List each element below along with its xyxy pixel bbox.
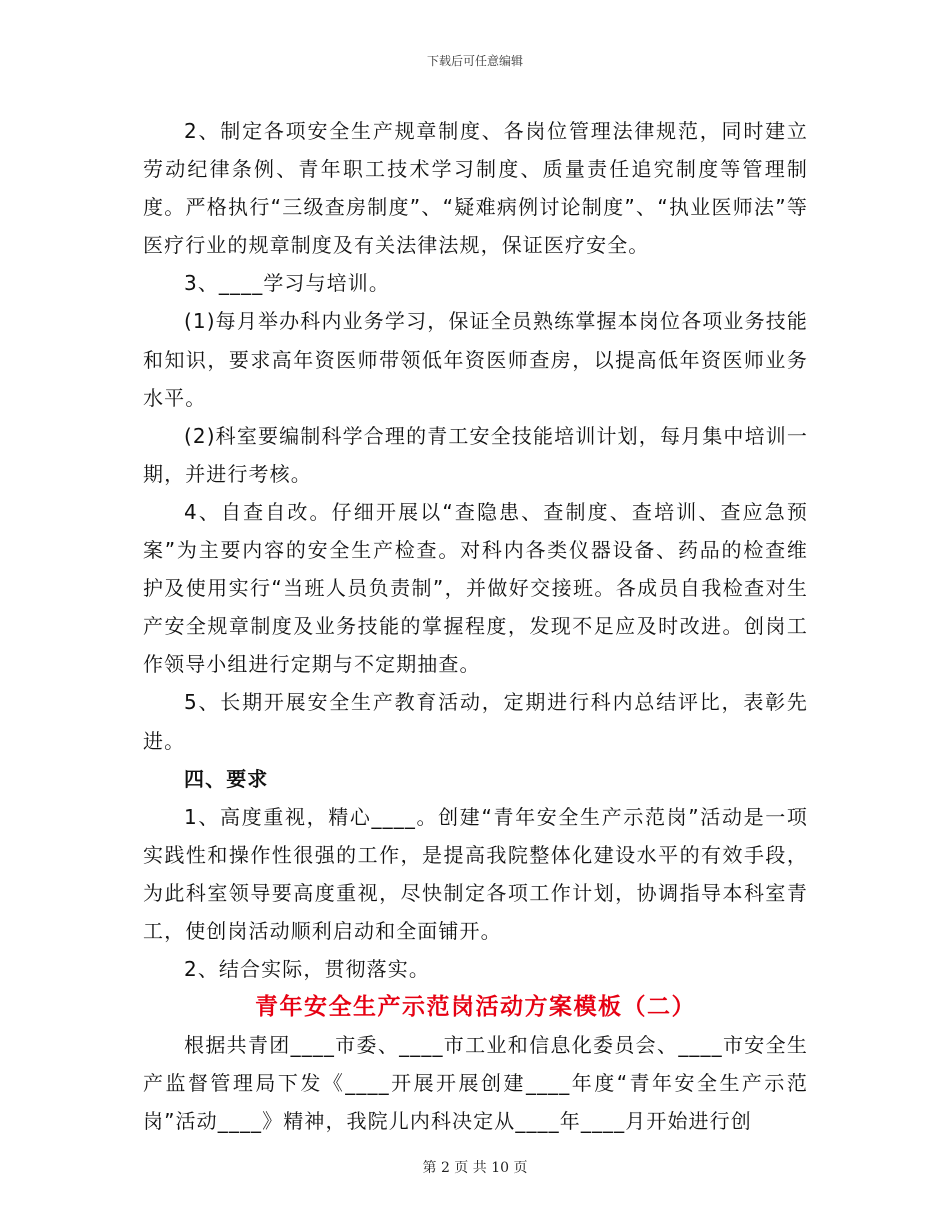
section-title: 青年安全生产示范岗活动方案模板（二） (255, 994, 696, 1021)
paragraph-requirement-1: 1、高度重视，精心____。创建“青年安全生产示范岗”活动是一项实践性和操作性很强的工作，是提高我院整体化建设水平的有效手段，为此科室领导要高度重视，尽快制定各项工作计划，协调指导本科室青工，使创岗活动顺利启动和全面铺开。 (143, 804, 808, 943)
paragraph-rule-2: 2、制定各项安全生产规章制度、各岗位管理法律规范，同时建立劳动纪律条例、青年职工技术学习制度、质量责任追究制度等管理制度。严格执行“三级查房制度”、“疑难病例讨论制度”、“执业医师法”等医疗行业的规章制度及有关法律法规，保证医疗安全。 (143, 119, 808, 258)
paragraph-requirement-2: 2、结合实际，贯彻落实。 (184, 957, 430, 982)
paragraph-rule-5: 5、长期开展安全生产教育活动，定期进行科内总结评比，表彰先进。 (143, 690, 808, 753)
page-footer: 第 2 页 共 10 页 (422, 1160, 528, 1176)
section-heading-requirements: 四、要求 (184, 766, 269, 791)
document-body (143, 112, 808, 1140)
paragraph-rule-3: 3、____学习与培训。 (184, 271, 390, 296)
paragraph-rule-4: 4、自查自改。仔细开展以“查隐患、查制度、查培训、查应急预案”为主要内容的安全生产检查。对科内各类仪器设备、药品的检查维护及使用实行“当班人员负责制”，并做好交接班。各成员自我检查对生产安全规章制度及业务技能的掌握程度，发现不足应及时改进。创岗工作领导小组进行定期与不定期抽查。 (143, 499, 808, 677)
paragraph-training-2: (2)科室要编制科学合理的青工安全技能培训计划，每月集中培训一期，并进行考核。 (143, 423, 808, 486)
paragraph-training-1: (1)每月举办科内业务学习，保证全员熟练掌握本岗位各项业务技能和知识，要求高年资医师带领低年资医师查房，以提高低年资医师业务水平。 (143, 309, 808, 410)
paragraph-intro: 根据共青团____市委、____市工业和信息化委员会、____市安全生产监督管理局下发《____开展开展创建____年度“青年安全生产示范岗”活动____》精神，我院儿内科决定从____年____月开始进行创 (143, 1033, 808, 1134)
page-header: 下载后可任意编辑 (426, 54, 523, 68)
